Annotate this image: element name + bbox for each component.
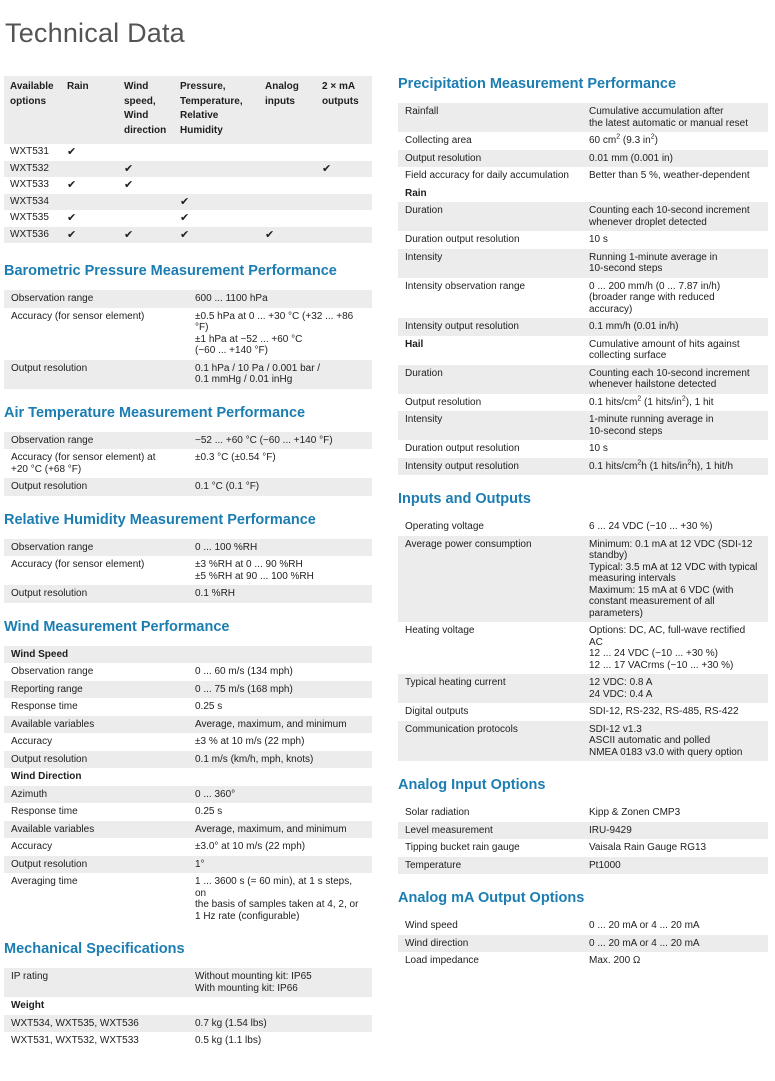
spec-label: WXT531, WXT532, WXT533: [11, 1035, 139, 1046]
spec-label: Digital outputs: [405, 706, 469, 717]
options-row: [4, 177, 372, 194]
spec-row: [398, 721, 768, 762]
spec-label: Duration: [398, 365, 582, 394]
spec-row: [398, 394, 768, 412]
spec-value: ±3.0° at 10 m/s (22 mph): [195, 841, 306, 852]
model-name: WXT532: [4, 161, 61, 178]
check-icon: ✔: [61, 227, 118, 244]
check-icon: ✔: [118, 227, 174, 244]
humidity-section: [4, 512, 372, 603]
options-row: [4, 210, 372, 227]
section-title: Inputs and Outputs: [398, 491, 531, 507]
check-icon: ✔: [259, 227, 316, 244]
spec-row: [4, 539, 372, 557]
options-row: [4, 227, 372, 244]
section-title: Barometric Pressure Measurement Performance: [4, 263, 337, 279]
group-label: Weight: [11, 1000, 45, 1011]
spec-label: Wind direction: [398, 935, 582, 953]
precipitation-table: [398, 103, 768, 475]
spec-value: 10 s: [589, 443, 608, 454]
spec-value: Cumulative amount of hits against collecting surface: [589, 338, 740, 361]
spec-row: [398, 132, 768, 150]
check-icon: ✔: [67, 179, 77, 191]
check-icon: [316, 194, 372, 211]
available-options-table: [4, 76, 372, 243]
section-title: Air Temperature Measurement Performance: [4, 404, 306, 421]
check-icon: [316, 144, 372, 161]
spec-label: Intensity observation range: [405, 280, 526, 292]
options-header-row: [4, 76, 372, 144]
spec-label: Accuracy (for sensor element): [11, 310, 145, 322]
spec-label: Rainfall: [398, 103, 582, 132]
check-icon: ✔: [124, 179, 134, 191]
spec-label: Intensity output resolution: [398, 458, 582, 476]
spec-row: [4, 1032, 372, 1050]
section-title: Precipitation Measurement Performance: [398, 76, 677, 92]
spec-value: Without mounting kit: IP65 With mounting kit: IP66: [188, 968, 372, 997]
options-row: [4, 194, 372, 211]
group-row: [4, 768, 372, 786]
options-header: 2 × mA outputs: [316, 76, 372, 144]
spec-row: [398, 674, 768, 703]
spec-label: Accuracy: [11, 736, 53, 747]
spec-value: Better than 5 %, weather-dependent: [589, 170, 750, 181]
spec-value: 1-minute running average in 10-second steps: [582, 411, 768, 440]
spec-row: [398, 935, 768, 953]
check-icon: [316, 227, 372, 244]
spec-row: [398, 231, 768, 249]
spec-row: [398, 622, 768, 674]
spec-row: [4, 663, 372, 681]
group-label: Wind Speed: [4, 646, 188, 664]
options-header: Analog inputs: [259, 76, 316, 144]
spec-label: Output resolution: [4, 478, 188, 496]
spec-row: [398, 167, 768, 185]
spec-label: Observation range: [11, 666, 94, 677]
spec-value: Pt1000: [582, 857, 768, 875]
spec-value: 1°: [188, 856, 372, 874]
spec-label: Available variables: [4, 821, 188, 839]
spec-label: Solar radiation: [405, 807, 470, 818]
spec-value: ±3 %RH at 0 ... 90 %RH ±5 %RH at 90 ... 100 %RH: [195, 559, 314, 582]
spec-value: 0.1 °C (0.1 °F): [188, 478, 372, 496]
group-row: [4, 646, 372, 664]
model-name: WXT531: [10, 146, 49, 157]
spec-value: −52 ... +60 °C (−60 ... +140 °F): [188, 432, 372, 450]
spec-value: 1 ... 3600 s (= 60 min), at 1 s steps, on the basis of samples taken at 4, 2, or 1 Hz rate (configurable): [195, 876, 359, 922]
spec-value: ±0.5 hPa at 0 ... +30 °C (+32 ... +86 °F) ±1 hPa at −52 ... +60 °C (−60 ... +140 °F): [195, 310, 354, 356]
wind-table: [4, 646, 372, 926]
section-title: Analog mA Output Options: [398, 890, 585, 906]
check-icon: ✔: [67, 146, 77, 158]
spec-value: Average, maximum, and minimum: [188, 821, 372, 839]
spec-value: SDI-12 v1.3 ASCII automatic and polled NMEA 0183 v3.0 with query option: [582, 721, 768, 762]
spec-label: Accuracy (for sensor element) at +20 °C (+68 °F): [11, 452, 156, 475]
spec-label: IP rating: [4, 968, 188, 997]
spec-value: Counting each 10-second increment whenever droplet detected: [582, 202, 768, 231]
spec-row: [398, 365, 768, 394]
spec-row: [4, 751, 372, 769]
spec-row: [4, 733, 372, 751]
spec-row: [4, 716, 372, 734]
options-row: [4, 161, 372, 178]
group-label: Hail: [405, 338, 424, 350]
spec-value: Vaisala Rain Gauge RG13: [589, 842, 707, 853]
section-title: Mechanical Specifications: [4, 941, 185, 957]
check-icon: ✔: [180, 212, 190, 224]
spec-row: [4, 449, 372, 478]
spec-label: Temperature: [398, 857, 582, 875]
spec-value: ±3 % at 10 m/s (22 mph): [195, 736, 305, 747]
spec-row: [4, 432, 372, 450]
spec-value: 10 s: [589, 234, 608, 245]
spec-value: 0 ... 360°: [188, 786, 372, 804]
air-temperature-table: [4, 432, 372, 496]
spec-row: [4, 1015, 372, 1033]
pressure-table: [4, 290, 372, 389]
spec-row: [4, 856, 372, 874]
section-title: Analog Input Options: [398, 777, 546, 793]
spec-value: 12 VDC: 0.8 A 24 VDC: 0.4 A: [582, 674, 768, 703]
spec-label: Accuracy: [11, 841, 53, 852]
spec-row: [398, 411, 768, 440]
spec-label: Tipping bucket rain gauge: [405, 842, 520, 853]
mechanical-table: [4, 968, 372, 1050]
spec-label: Communication protocols: [398, 721, 582, 762]
spec-label: Field accuracy for daily accumulation: [405, 170, 569, 181]
spec-label: Average power consumption: [398, 536, 582, 623]
spec-value: 0 ... 100 %RH: [188, 539, 372, 557]
group-label: Rain: [405, 187, 427, 199]
spec-value: 0.25 s: [195, 806, 223, 817]
spec-row: [4, 478, 372, 496]
analog-input-table: [398, 804, 768, 874]
spec-label: Wind speed: [405, 920, 458, 931]
spec-row: [398, 440, 768, 458]
spec-row: [4, 308, 372, 360]
spec-label: Azimuth: [4, 786, 188, 804]
spec-row: [4, 968, 372, 997]
spec-value: Options: DC, AC, full-wave rectified AC 12 ... 24 VDC (−10 ... +30 %) 12 ... 17 VACrms (−10 ... +30 %): [589, 625, 746, 671]
spec-label: Load impedance: [405, 955, 479, 966]
spec-label: Accuracy (for sensor element): [11, 559, 145, 570]
check-icon: [316, 177, 372, 194]
check-icon: [259, 194, 316, 211]
spec-row: [4, 838, 372, 856]
spec-row: [398, 703, 768, 721]
spec-value: Cumulative accumulation after the latest automatic or manual reset: [582, 103, 768, 132]
spec-row: [4, 821, 372, 839]
options-header: Pressure, Temperature, Relative Humidity: [174, 76, 259, 144]
check-icon: [118, 144, 174, 161]
options-header: Wind speed, Wind direction: [118, 76, 174, 144]
precipitation-section: [398, 76, 768, 475]
check-icon: ✔: [174, 194, 259, 211]
check-icon: [259, 144, 316, 161]
spec-label: Observation range: [4, 432, 188, 450]
spec-value: 0.01 mm (0.001 in): [582, 150, 768, 168]
spec-label: Response time: [11, 806, 78, 817]
spec-value: Max. 200 Ω: [589, 955, 641, 966]
spec-label: Output resolution: [398, 150, 582, 168]
spec-label: Intensity output resolution: [398, 318, 582, 336]
options-row: [4, 144, 372, 161]
spec-row: [4, 681, 372, 699]
check-icon: [174, 144, 259, 161]
page-title: Technical Data: [5, 18, 185, 48]
spec-label: Response time: [11, 701, 78, 712]
inputs-outputs-section: [398, 491, 768, 761]
spec-label: Collecting area: [405, 135, 472, 146]
spec-value: 0 ... 20 mA or 4 ... 20 mA: [589, 920, 700, 931]
check-icon: [259, 161, 316, 178]
check-icon: [61, 161, 118, 178]
check-icon: [118, 194, 174, 211]
spec-label: Heating voltage: [405, 625, 475, 636]
spec-label: Duration output resolution: [405, 443, 520, 454]
spec-row: [398, 839, 768, 857]
spec-value: 60 $cm^2$ (9.3 $in^2$): [589, 133, 658, 146]
spec-row: [398, 336, 768, 365]
spec-row: [398, 952, 768, 970]
mechanical-section: [4, 941, 372, 1050]
spec-value: 0.7 kg (1.54 lbs): [188, 1015, 372, 1033]
spec-value: 0 ... 60 m/s (134 mph): [195, 666, 293, 677]
options-header: Rain: [61, 76, 118, 144]
spec-label: Available variables: [4, 716, 188, 734]
spec-value: 6 ... 24 VDC (−10 ... +30 %): [589, 521, 713, 532]
section-title: Wind Measurement Performance: [4, 618, 230, 635]
spec-row: [398, 249, 768, 278]
spec-value: Average, maximum, and minimum: [188, 716, 372, 734]
spec-value: 0 ... 20 mA or 4 ... 20 mA: [582, 935, 768, 953]
spec-row: [398, 857, 768, 875]
spec-label: Duration: [398, 202, 582, 231]
spec-label: Level measurement: [398, 822, 582, 840]
analog-output-table: [398, 917, 768, 970]
spec-label: Output resolution: [4, 360, 188, 389]
spec-label: Output resolution: [4, 856, 188, 874]
spec-row: [4, 698, 372, 716]
check-icon: ✔: [174, 227, 259, 244]
group-label: Wind Direction: [11, 771, 82, 782]
spec-label: Typical heating current: [398, 674, 582, 703]
check-icon: [259, 210, 316, 227]
spec-value: 0.1 hits/$cm^2h$ (1 hits/$in^2h$), 1 hit/h: [582, 458, 768, 476]
spec-row: [398, 202, 768, 231]
check-icon: ✔: [67, 212, 77, 224]
spec-label: Intensity: [398, 411, 582, 440]
spec-value: 0 ... 75 m/s (168 mph): [188, 681, 372, 699]
spec-value: Running 1-minute average in 10-second steps: [582, 249, 768, 278]
check-icon: [61, 194, 118, 211]
check-icon: ✔: [316, 161, 372, 178]
spec-row: [4, 556, 372, 585]
check-icon: ✔: [118, 161, 174, 178]
spec-label: Averaging time: [11, 876, 78, 887]
spec-label: Observation range: [4, 539, 188, 557]
spec-value: 0.1 hits/$cm^2$ (1 hits/$in^2$), 1 hit: [589, 395, 714, 408]
spec-label: Reporting range: [4, 681, 188, 699]
spec-row: [398, 318, 768, 336]
spec-label: Intensity: [398, 249, 582, 278]
spec-row: [398, 917, 768, 935]
spec-label: Operating voltage: [405, 521, 484, 532]
spec-value: 0.1 %RH: [188, 585, 372, 603]
spec-row: [398, 518, 768, 536]
spec-label: Observation range: [4, 290, 188, 308]
spec-row: [398, 103, 768, 132]
spec-label: Duration output resolution: [405, 234, 520, 245]
spec-value: Kipp & Zonen CMP3: [589, 807, 681, 818]
spec-row: [398, 804, 768, 822]
spec-row: [398, 822, 768, 840]
spec-value: ±0.3 °C (±0.54 °F): [195, 452, 276, 463]
options-header: Available options: [4, 76, 61, 144]
spec-row: [4, 786, 372, 804]
model-name: WXT535: [10, 212, 49, 223]
check-icon: [174, 177, 259, 194]
spec-value: 600 ... 1100 hPa: [188, 290, 372, 308]
group-row: [4, 997, 372, 1015]
spec-value: 0.5 kg (1.1 lbs): [195, 1035, 262, 1046]
spec-value: 0.1 hPa / 10 Pa / 0.001 bar / 0.1 mmHg / 0.01 inHg: [188, 360, 372, 389]
spec-value: IRU-9429: [582, 822, 768, 840]
spec-row: [398, 536, 768, 623]
humidity-table: [4, 539, 372, 603]
pressure-section: [4, 263, 372, 389]
check-icon: [316, 210, 372, 227]
spec-label: Output resolution: [405, 396, 482, 408]
check-icon: [259, 177, 316, 194]
spec-row: [4, 585, 372, 603]
check-icon: [118, 210, 174, 227]
spec-label: WXT534, WXT535, WXT536: [4, 1015, 188, 1033]
spec-value: Minimum: 0.1 mA at 12 VDC (SDI-12 standby) Typical: 3.5 mA at 12 VDC with typical measuring intervals Maximum: 15 mA at 6 VDC (with constant measurement of all parameters): [582, 536, 768, 623]
inputs-outputs-table: [398, 518, 768, 761]
spec-value: SDI-12, RS-232, RS-485, RS-422: [589, 706, 739, 717]
analog-output-section: [398, 890, 768, 970]
air-temperature-section: [4, 405, 372, 496]
spec-value: 0 ... 200 mm/h (0 ... 7.87 in/h) (broader range with reduced accuracy): [589, 280, 721, 315]
spec-row: [398, 278, 768, 319]
check-icon: [174, 161, 259, 178]
spec-row: [4, 873, 372, 925]
spec-label: Output resolution: [4, 751, 188, 769]
model-name: WXT536: [4, 227, 61, 244]
model-name: WXT533: [10, 179, 49, 190]
spec-row: [4, 360, 372, 389]
right-column: [398, 76, 768, 986]
spec-row: [398, 458, 768, 476]
spec-value: Counting each 10-second increment whenever hailstone detected: [582, 365, 768, 394]
left-column: [4, 76, 372, 1066]
spec-value: 0.1 m/s (km/h, mph, knots): [188, 751, 372, 769]
spec-value: 0.1 mm/h (0.01 in/h): [582, 318, 768, 336]
spec-row: [398, 150, 768, 168]
section-title: Relative Humidity Measurement Performance: [4, 511, 316, 528]
model-name: WXT534: [4, 194, 61, 211]
spec-label: Output resolution: [4, 585, 188, 603]
wind-section: [4, 619, 372, 926]
analog-input-section: [398, 777, 768, 874]
spec-value: 0.25 s: [195, 701, 223, 712]
spec-row: [4, 290, 372, 308]
group-row: [398, 185, 768, 203]
spec-row: [4, 803, 372, 821]
